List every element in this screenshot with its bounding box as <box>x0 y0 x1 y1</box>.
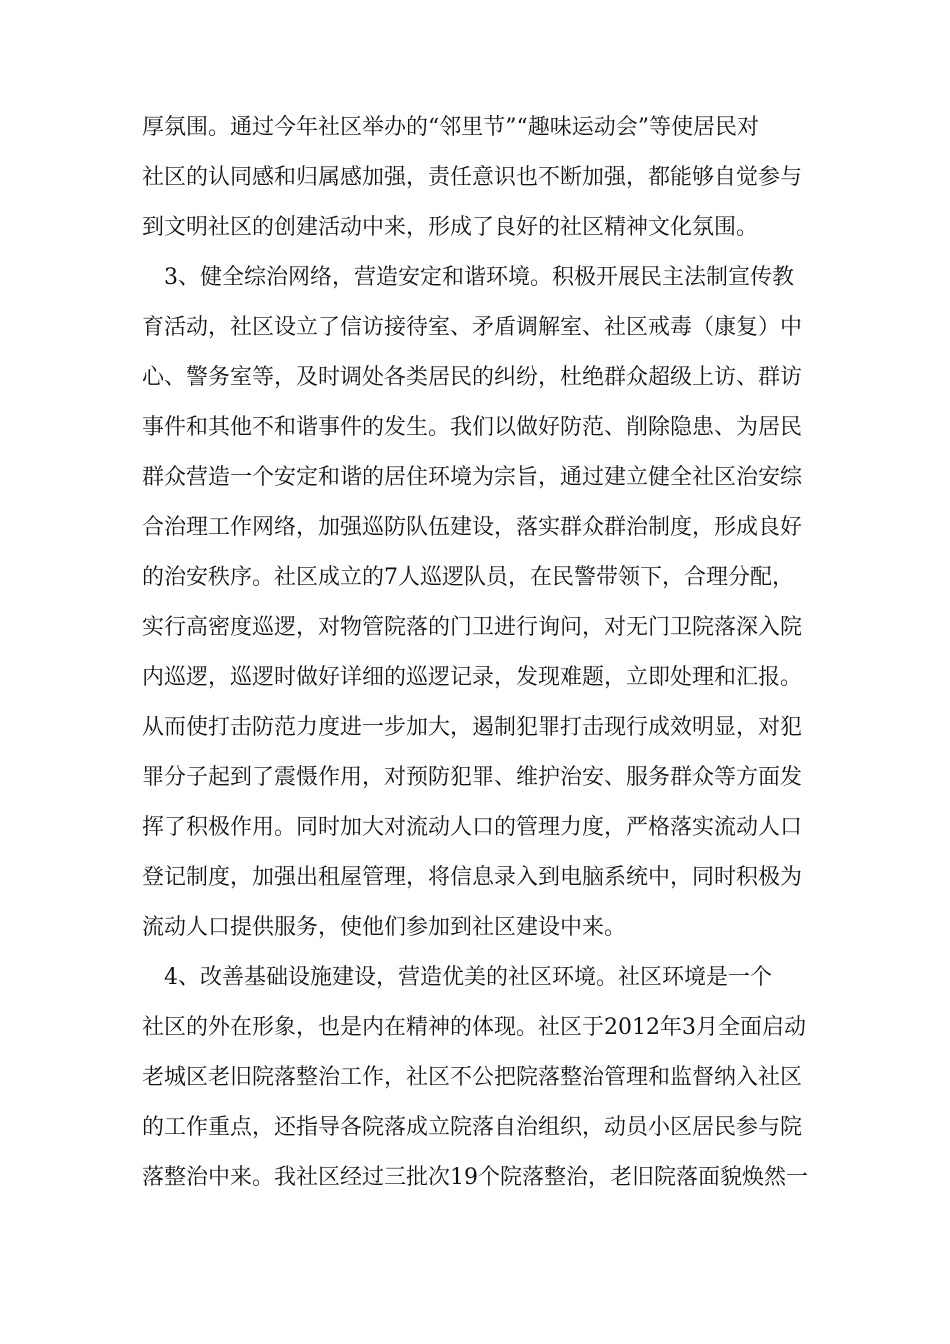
text-line-12: 内巡逻，巡逻时做好详细的巡逻记录，发现难题，立即处理和汇报。 <box>142 665 803 690</box>
text-line-5: 育活动，社区设立了信访接待室、矛盾调解室、社区戒毒（康复）中 <box>142 315 803 340</box>
text-line-4: 3、健全综治网络，营造安定和谐环境。积极开展民主法制宣传教 <box>164 265 794 290</box>
text-line-15: 挥了积极作用。同时加大对流动人口的管理力度，严格落实流动人口 <box>142 815 803 840</box>
text-line-20: 老城区老旧院落整治工作，社区不公把院落整治管理和监督纳入社区 <box>142 1065 803 1090</box>
text-line-11: 实行高密度巡逻，对物管院落的门卫进行询问，对无门卫院落深入院 <box>142 615 803 640</box>
text-line-3: 到文明社区的创建活动中来，形成了良好的社区精神文化氛围。 <box>142 215 759 240</box>
text-line-7: 事件和其他不和谐事件的发生。我们以做好防范、削除隐患、为居民 <box>142 415 803 440</box>
text-line-6: 心、警务室等，及时调处各类居民的纠纷，杜绝群众超级上访、群访 <box>142 365 803 390</box>
text-line-2: 社区的认同感和归属感加强，责任意识也不断加强，都能够自觉参与 <box>142 165 803 190</box>
text-line-13: 从而使打击防范力度进一步加大，遏制犯罪打击现行成效明显，对犯 <box>142 715 803 740</box>
text-line-8: 群众营造一个安定和谐的居住环境为宗旨，通过建立健全社区治安综 <box>142 465 803 490</box>
text-line-1: 厚氛围。通过今年社区举办的“邻里节”“趣味运动会”等使居民对 <box>142 115 759 140</box>
text-line-21: 的工作重点，还指导各院落成立院落自治组织，动员小区居民参与院 <box>142 1115 803 1140</box>
text-line-16: 登记制度，加强出租屋管理，将信息录入到电脑系统中，同时积极为 <box>142 865 803 890</box>
text-line-19: 社区的外在形象，也是内在精神的体现。社区于2012年3月全面启动 <box>142 1015 806 1040</box>
text-line-14: 罪分子起到了震慑作用，对预防犯罪、维护治安、服务群众等方面发 <box>142 765 803 790</box>
text-line-17: 流动人口提供服务，使他们参加到社区建设中来。 <box>142 915 627 940</box>
text-line-22: 落整治中来。我社区经过三批次19个院落整治，老旧院落面貌焕然一 <box>142 1165 808 1190</box>
text-line-9: 合治理工作网络，加强巡防队伍建设，落实群众群治制度，形成良好 <box>142 515 803 540</box>
text-line-10: 的治安秩序。社区成立的7人巡逻队员，在民警带领下，合理分配， <box>142 565 794 590</box>
text-line-18: 4、改善基础设施建设，营造优美的社区环境。社区环境是一个 <box>164 965 772 990</box>
